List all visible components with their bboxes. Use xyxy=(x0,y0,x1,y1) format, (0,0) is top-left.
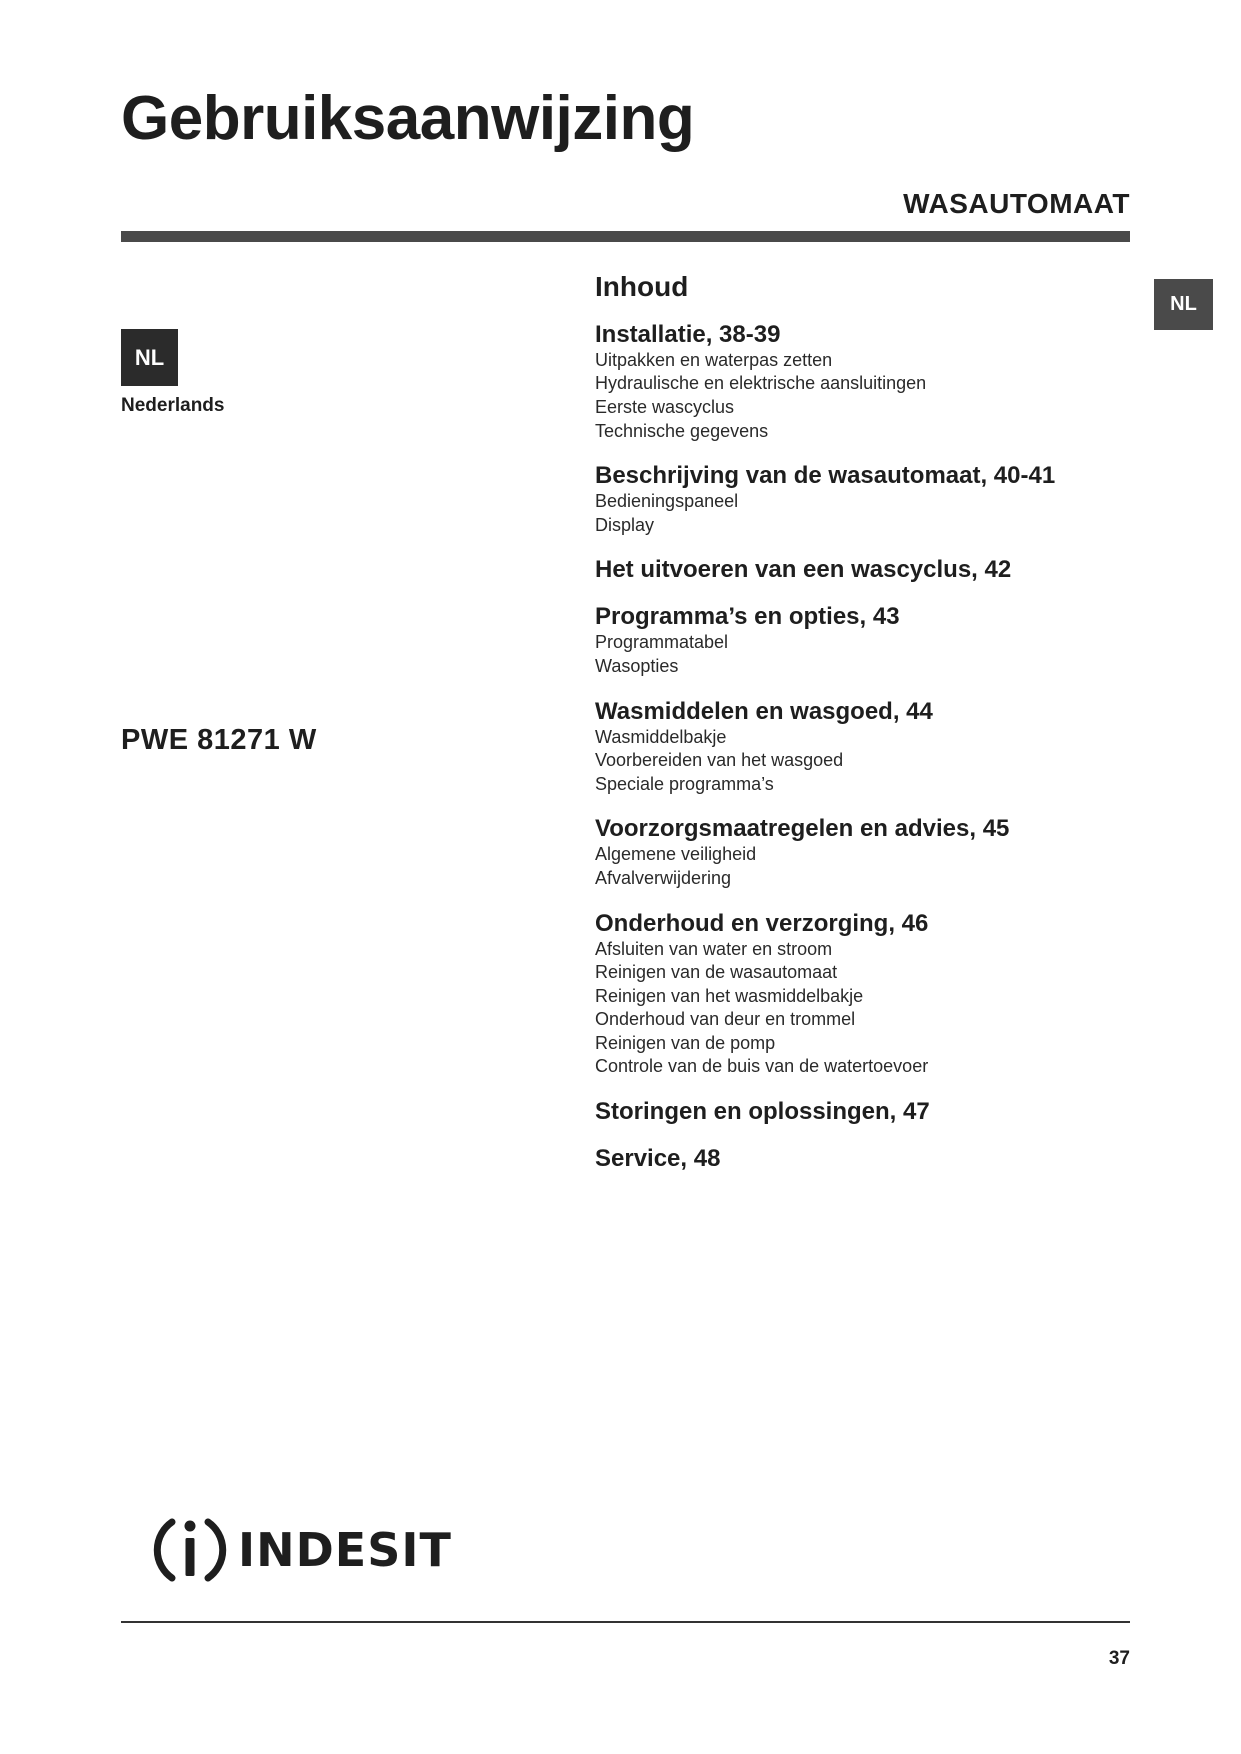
language-name: Nederlands xyxy=(121,395,225,416)
toc-section-title: Service, 48 xyxy=(595,1145,721,1173)
toc-item: Controle van de buis van de watertoevoer xyxy=(595,1056,929,1077)
toc-item: Speciale programma’s xyxy=(595,773,774,794)
footer-divider xyxy=(121,1621,1130,1623)
toc-item: Voorbereiden van het wasgoed xyxy=(595,750,844,771)
toc-item: Afvalverwijdering xyxy=(595,867,732,888)
side-language-tab: NL xyxy=(1154,279,1213,330)
toc-item: Afsluiten van water en stroom xyxy=(595,938,833,959)
toc-item: Wasmiddelbakje xyxy=(595,726,727,747)
toc-item: Bedieningspaneel xyxy=(595,491,739,512)
toc-section-title: Voorzorgsmaatregelen en advies, 45 xyxy=(595,815,1010,843)
toc-section-title: Storingen en oplossingen, 47 xyxy=(595,1098,930,1126)
toc-item: Reinigen van het wasmiddelbakje xyxy=(595,985,864,1006)
toc-section-title: Programma’s en opties, 43 xyxy=(595,603,900,631)
toc-section xyxy=(595,321,1135,443)
toc-item: Onderhoud van deur en trommel xyxy=(595,1009,856,1030)
brand-logo xyxy=(150,1510,452,1590)
toc-item: Wasopties xyxy=(595,655,679,676)
table-of-contents xyxy=(595,272,1135,1192)
toc-section xyxy=(595,910,1135,1080)
toc-heading: Inhoud xyxy=(595,271,689,302)
toc-item: Display xyxy=(595,514,655,535)
brand-name: INDESIT xyxy=(238,1523,452,1577)
model-number: PWE 81271 W xyxy=(121,724,317,756)
toc-item: Eerste wascyclus xyxy=(595,396,735,417)
toc-item: Algemene veiligheid xyxy=(595,844,757,865)
toc-section xyxy=(595,603,1135,678)
toc-section xyxy=(595,815,1135,890)
toc-section xyxy=(595,462,1135,537)
header-divider xyxy=(121,231,1130,242)
indesit-logo-icon xyxy=(150,1510,230,1590)
page-number: 37 xyxy=(1108,1648,1130,1669)
toc-section xyxy=(595,698,1135,797)
document-subtitle: WASAUTOMAAT xyxy=(903,188,1130,219)
language-badge: NL xyxy=(121,329,178,386)
toc-section-title: Onderhoud en verzorging, 46 xyxy=(595,909,929,937)
toc-section xyxy=(595,556,1135,584)
toc-section-title: Beschrijving van de wasautomaat, 40-41 xyxy=(595,462,1056,490)
toc-section-title: Installatie, 38-39 xyxy=(595,320,781,348)
toc-section-title: Wasmiddelen en wasgoed, 44 xyxy=(595,697,933,725)
toc-item: Reinigen van de wasautomaat xyxy=(595,962,838,983)
toc-item: Uitpakken en waterpas zetten xyxy=(595,349,833,370)
toc-section xyxy=(595,1145,1135,1173)
toc-item: Programmatabel xyxy=(595,632,729,653)
toc-section-title: Het uitvoeren van een wascyclus, 42 xyxy=(595,556,1012,584)
toc-section xyxy=(595,1098,1135,1126)
page-title: Gebruiksaanwijzing xyxy=(121,84,695,153)
toc-sections xyxy=(595,321,1135,1173)
toc-item: Technische gegevens xyxy=(595,420,769,441)
toc-item: Reinigen van de pomp xyxy=(595,1032,776,1053)
toc-item: Hydraulische en elektrische aansluitingen xyxy=(595,373,927,394)
